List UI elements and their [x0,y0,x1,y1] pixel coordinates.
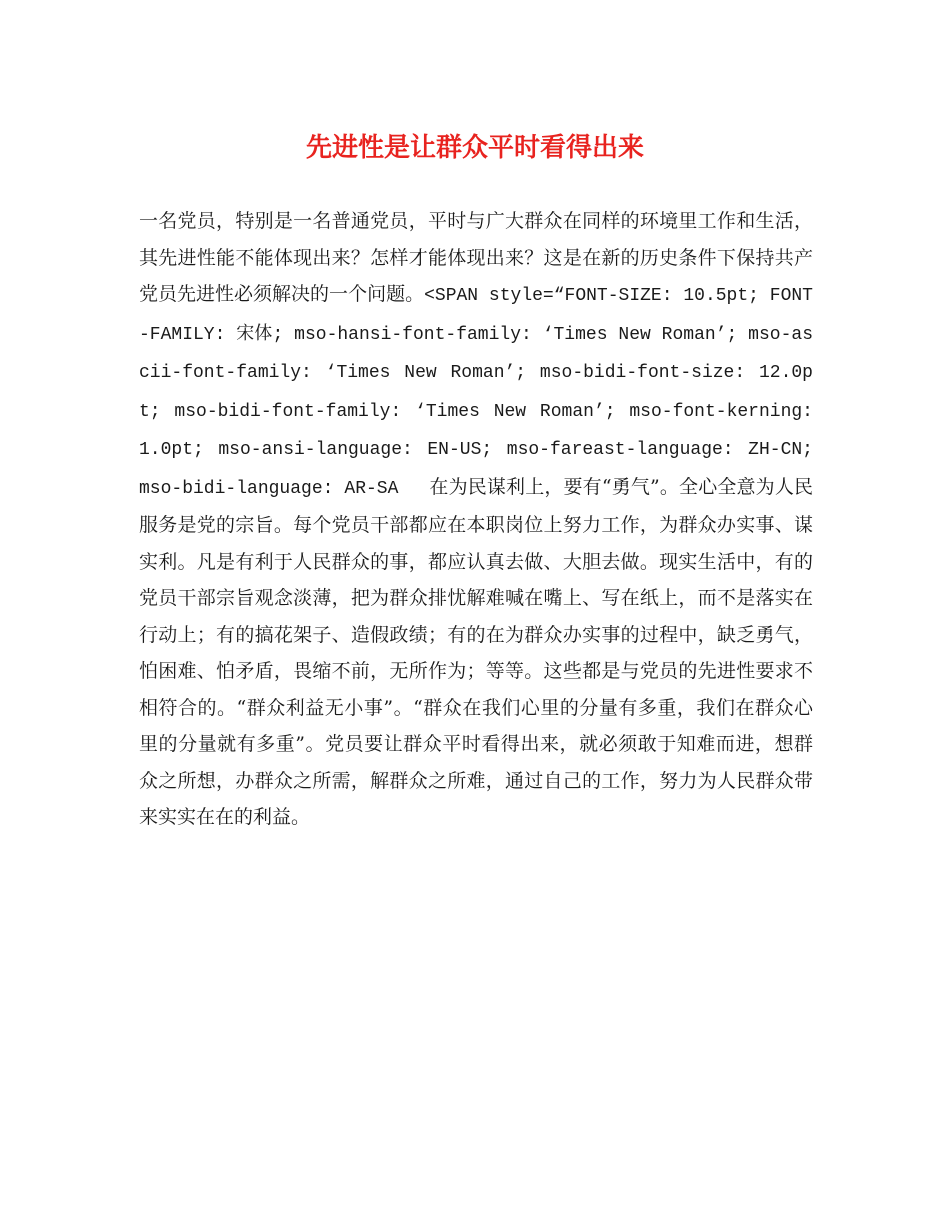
document-title: 先进性是让群众平时看得出来 [305,133,644,163]
paragraph-main: 在为民谋利上，要有“勇气”。全心全意为人民服务是党的宗旨。每个党员干部都应在本职岗位上努力工作，为群众办实事、谋实利。凡是有利于人民群众的事，都应认真去做、大胆去做。现实生活中，有的党员干部宗旨观念淡薄，把为群众排忧解难喊在嘴上、写在纸上，而不是落实在行动上；有的搞花架子、造假政绩；有的在为群众办实事的过程中，缺乏勇气，怕困难、怕矛盾，畏缩不前，无所作为；等等。这些都是与党员的先进性要求不相符合的。“群众利益无小事”。“群众在我们心里的分量有多重，我们在群众心里的分量就有多重”。党员要让群众平时看得出来，就必须敢于知难而进，想群众之所想，办群众之所需，解群众之所难，通过自己的工作，努力为人民群众带来实实在在的利益。 [139,475,813,828]
paragraph-intro: 一名党员，特别是一名普通党员，平时与广大群众在同样的环境里工作和生活，其先进性能不能体现出来？怎样才能体现出来？这是在新的历史条件下保持共产党员先进性必须解决的一个问题。 [139,210,813,305]
document-body [139,203,813,836]
paragraph-code-fragment: <SPAN style=“FONT-SIZE: 10.5pt; FONT-FAMILY: 宋体; mso-hansi-font-family: ‘Times New Roman’; mso-ascii-font-family: ‘Times New Roman’; mso-bidi-font-size: 12.0pt; mso-bidi-font-family: ‘Times New Roman’; mso-font-kerning: 1.0pt; mso-ansi-language: EN-US; mso-fareast-language: ZH-CN; mso-bidi-language: AR-SA [139,286,813,499]
